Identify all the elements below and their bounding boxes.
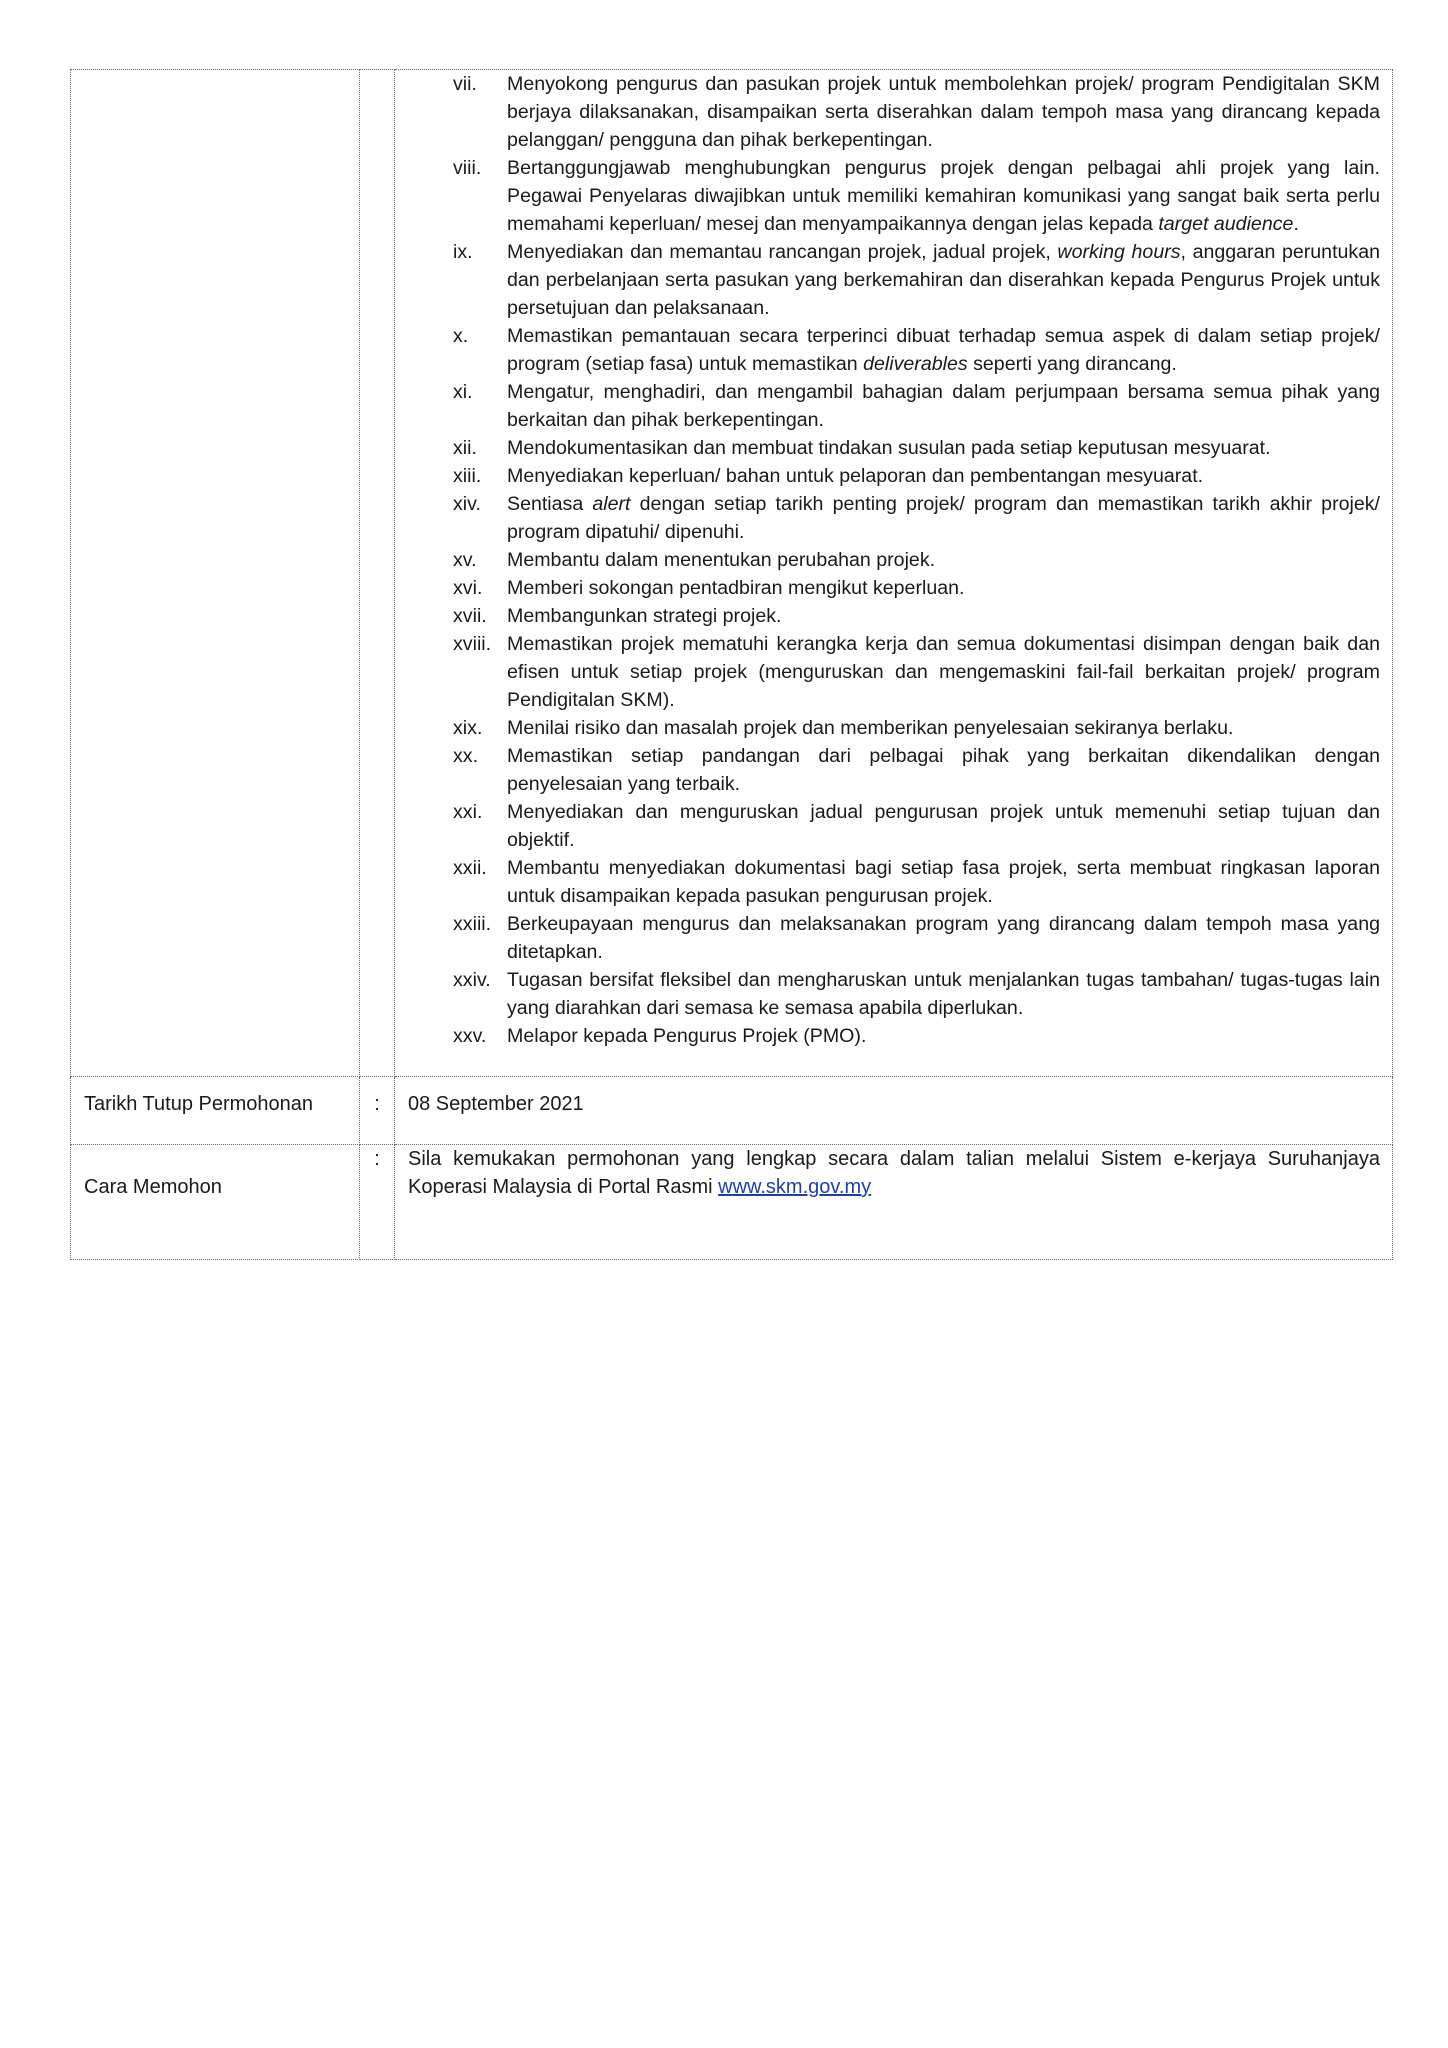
portal-link[interactable]: www.skm.gov.my: [718, 1176, 872, 1198]
duty-number: xiv.: [453, 493, 481, 515]
duty-number: xii.: [453, 437, 477, 459]
duty-text-segment: Menyediakan dan menguruskan jadual pengurusan projek untuk memenuhi setiap tujuan dan objektif.: [507, 801, 1380, 851]
duty-text: [507, 854, 1380, 910]
duty-text: [507, 462, 1380, 490]
duty-text: [507, 378, 1380, 434]
duty-number: xxv.: [453, 1025, 487, 1047]
duty-text: [507, 798, 1380, 854]
duty-number: ix.: [453, 241, 473, 263]
duty-text-segment: seperti yang dirancang.: [967, 353, 1177, 375]
how-to-apply-value: [395, 1145, 1393, 1260]
duty-number: xxi.: [453, 801, 483, 823]
duty-item: [407, 462, 1380, 490]
duty-text: [507, 1022, 1380, 1050]
duty-text-segment: Menilai risiko dan masalah projek dan memberikan penyelesaian sekiranya berlaku.: [507, 717, 1234, 739]
duty-number: xiii.: [453, 465, 482, 487]
duty-text-segment: Menyediakan keperluan/ bahan untuk pelaporan dan pembentangan mesyuarat.: [507, 465, 1204, 487]
duty-text-segment: Membantu dalam menentukan perubahan projek.: [507, 549, 936, 571]
duties-label-cell: [71, 70, 360, 1077]
duty-text-segment: Memberi sokongan pentadbiran mengikut keperluan.: [507, 577, 965, 599]
duty-item: [407, 602, 1380, 630]
duty-number: xxiv.: [453, 969, 491, 991]
duty-item: [407, 154, 1380, 238]
duty-text: [507, 742, 1380, 798]
duty-text-segment: Memastikan pemantauan secara terperinci dibuat terhadap semua aspek di dalam setiap projek/ program (setiap fasa) untuk memastikan: [507, 325, 1380, 375]
duty-text-segment: Tugasan bersifat fleksibel dan mengharuskan untuk menjalankan tugas tambahan/ tugas-tugas lain yang diarahkan dari semasa ke semasa apabila diperlukan.: [507, 969, 1380, 1019]
duty-text-italic: alert: [592, 493, 631, 515]
duties-colon-cell: [360, 70, 395, 1077]
duty-text: [507, 910, 1380, 966]
duty-number: xxii.: [453, 857, 487, 879]
closing-date-label: Tarikh Tutup Permohonan: [71, 1077, 360, 1145]
duty-item: [407, 322, 1380, 378]
duty-text-segment: Berkeupayaan mengurus dan melaksanakan program yang dirancang dalam tempoh masa yang ditetapkan.: [507, 913, 1380, 963]
duty-text-segment: Membantu menyediakan dokumentasi bagi setiap fasa projek, serta membuat ringkasan laporan untuk disampaikan kepada pasukan pengurusan projek.: [507, 857, 1380, 907]
duty-text: [507, 602, 1380, 630]
duty-text-segment: Membangunkan strategi projek.: [507, 605, 782, 627]
duty-item: [407, 1022, 1380, 1050]
duty-text-segment: Mendokumentasikan dan membuat tindakan susulan pada setiap keputusan mesyuarat.: [507, 437, 1271, 459]
duty-text-segment: Bertanggungjawab menghubungkan pengurus projek dengan pelbagai ahli projek yang lain. Pegawai Penyelaras diwajibkan untuk memiliki kemahiran komunikasi yang sangat baik serta perlu memahami keperluan/ mesej dan menyampaikannya dengan jelas kepada: [507, 157, 1380, 235]
how-to-apply-row: [71, 1145, 1393, 1260]
duty-number: xx.: [453, 745, 479, 767]
duty-text: [507, 154, 1380, 238]
how-to-apply-label: Cara Memohon: [71, 1145, 360, 1260]
duty-item: [407, 378, 1380, 434]
duty-text: [507, 322, 1380, 378]
duty-text-segment: Mengatur, menghadiri, dan mengambil bahagian dalam perjumpaan bersama semua pihak yang berkaitan dan pihak berkepentingan.: [507, 381, 1380, 431]
duty-text-italic: deliverables: [863, 353, 968, 375]
duty-item: [407, 854, 1380, 910]
duty-text-segment: Sentiasa: [507, 493, 593, 515]
duty-number: xviii.: [453, 633, 492, 655]
duty-number: xv.: [453, 549, 477, 571]
duty-number: vii.: [453, 73, 477, 95]
duty-number: viii.: [453, 157, 482, 179]
duty-text-segment: Memastikan projek mematuhi kerangka kerja dan semua dokumentasi disimpan dengan baik dan efisen untuk setiap projek (menguruskan dan mengemaskini fail-fail berkaitan projek/ program Pendigitalan SKM).: [507, 633, 1380, 711]
duty-item: [407, 574, 1380, 602]
job-details-table: [70, 69, 1393, 1260]
duty-text: [507, 714, 1380, 742]
duty-text: [507, 238, 1380, 322]
how-to-apply-text: Sila kemukakan permohonan yang lengkap secara dalam talian melalui Sistem e-kerjaya Suruhanjaya Koperasi Malaysia di Portal Rasmi: [408, 1148, 1380, 1198]
duty-number: xvi.: [453, 577, 483, 599]
closing-date-row: [71, 1077, 1393, 1145]
duty-item: [407, 630, 1380, 714]
duty-item: [407, 546, 1380, 574]
duty-text-segment: Memastikan setiap pandangan dari pelbagai pihak yang berkaitan dikendalikan dengan penyelesaian yang terbaik.: [507, 745, 1380, 795]
duty-item: [407, 742, 1380, 798]
duty-text-italic: target audience: [1158, 213, 1294, 235]
duty-item: [407, 434, 1380, 462]
duty-item: [407, 70, 1380, 154]
duty-item: [407, 490, 1380, 546]
duty-text-segment: Menyokong pengurus dan pasukan projek untuk membolehkan projek/ program Pendigitalan SKM berjaya dilaksanakan, disampaikan serta diserahkan dalam tempoh masa yang dirancang kepada pelanggan/ pengguna dan pihak berkepentingan.: [507, 73, 1380, 151]
duty-text-segment: .: [1293, 213, 1299, 235]
duty-text: [507, 546, 1380, 574]
duty-text: [507, 630, 1380, 714]
duty-text: [507, 490, 1380, 546]
duty-text: [507, 70, 1380, 154]
closing-date-colon: :: [360, 1077, 395, 1145]
duties-row: [71, 70, 1393, 1077]
duty-item: [407, 910, 1380, 966]
duty-text-segment: dengan setiap tarikh penting projek/ program dan memastikan tarikh akhir projek/ program dipatuhi/ dipenuhi.: [507, 493, 1380, 543]
duty-item: [407, 238, 1380, 322]
closing-date-value: 08 September 2021: [395, 1077, 1393, 1145]
duties-list: [407, 70, 1380, 1050]
duty-number: x.: [453, 325, 469, 347]
duty-text: [507, 574, 1380, 602]
duty-text: [507, 434, 1380, 462]
duty-number: xix.: [453, 717, 483, 739]
duty-text-segment: Menyediakan dan memantau rancangan projek, jadual projek,: [507, 241, 1058, 263]
duties-content-cell: [395, 70, 1393, 1077]
duty-number: xvii.: [453, 605, 487, 627]
duty-item: [407, 798, 1380, 854]
duty-text: [507, 966, 1380, 1022]
how-to-apply-colon: :: [360, 1145, 395, 1260]
duty-text-segment: , anggaran peruntukan dan perbelanjaan serta pasukan yang berkemahiran dan diserahkan kepada Pengurus Projek untuk persetujuan dan pelaksanaan.: [507, 241, 1381, 319]
duty-item: [407, 966, 1380, 1022]
duty-item: [407, 714, 1380, 742]
duty-number: xi.: [453, 381, 473, 403]
duty-number: xxiii.: [453, 913, 492, 935]
duty-text-italic: working hours: [1057, 241, 1181, 263]
duty-text-segment: Melapor kepada Pengurus Projek (PMO).: [507, 1025, 867, 1047]
